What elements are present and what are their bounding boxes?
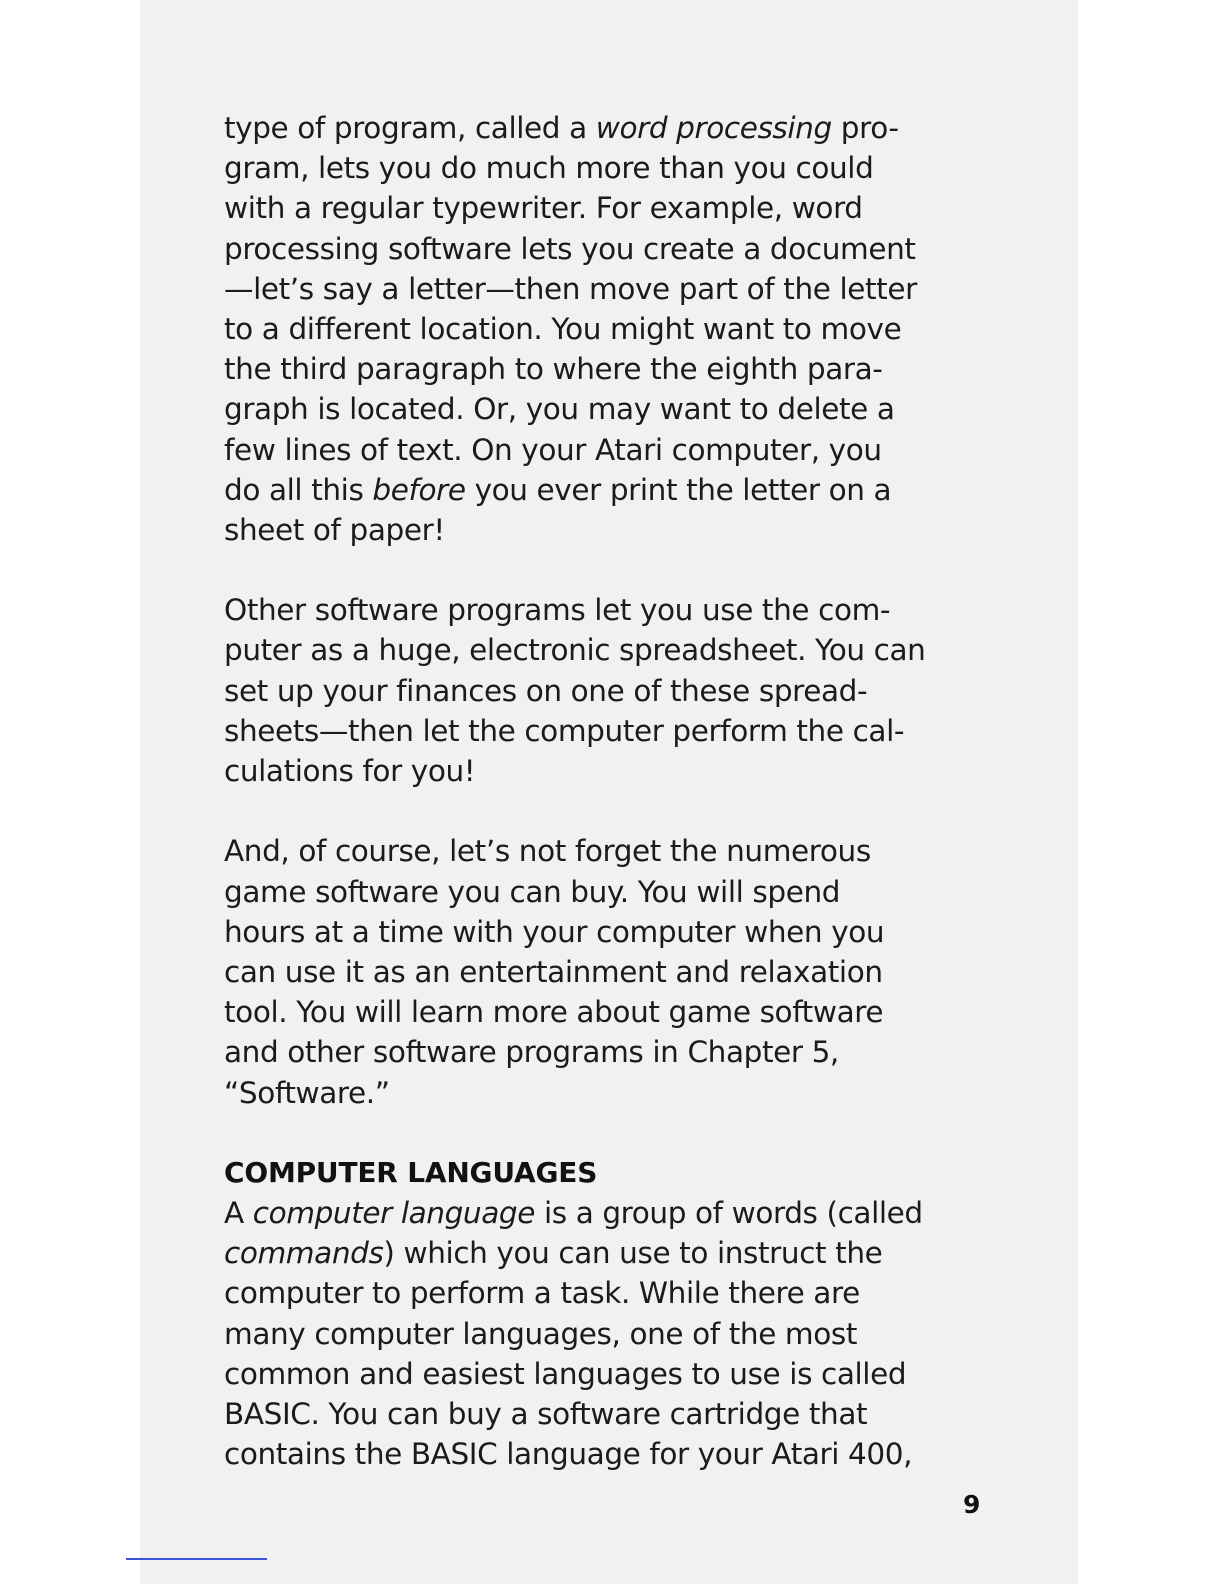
body-text: [224, 108, 984, 1474]
text-run: And, of course, let’s not forget the numerous: [224, 834, 871, 869]
text-line: [224, 1354, 984, 1394]
text-run: pro-: [831, 111, 899, 145]
section-computer-languages: [224, 1153, 984, 1475]
text-run: A: [224, 1196, 253, 1231]
text-line: [224, 510, 984, 550]
italic-term: word processing: [595, 111, 832, 145]
text-run: game software you can buy. You will spend: [224, 874, 841, 909]
text-line: [224, 349, 984, 389]
text-run: —let’s say a letter—then move part of the letter: [224, 271, 917, 306]
text-run: to a different location. You might want to move: [224, 311, 902, 346]
text-line: [224, 1273, 984, 1313]
section-heading: COMPUTER LANGUAGES: [224, 1155, 598, 1189]
text-line: [224, 269, 984, 309]
text-run: with a regular typewriter. For example, word: [224, 191, 863, 226]
paragraph-spacer: [224, 550, 984, 590]
text-run: many computer languages, one of the most: [224, 1316, 858, 1351]
paragraph: [224, 108, 984, 550]
text-run: processing software lets you create a document: [224, 231, 916, 266]
text-run: gram, lets you do much more than you could: [224, 151, 874, 186]
page-number: 9: [963, 1490, 981, 1519]
text-run: puter as a huge, electronic spreadsheet. You can: [224, 633, 926, 668]
text-run: is a group of words (called: [534, 1196, 923, 1231]
text-line: [224, 831, 984, 871]
text-line: [224, 1233, 984, 1273]
paragraph: [224, 590, 984, 791]
italic-term: commands: [224, 1236, 384, 1271]
text-line: [224, 872, 984, 912]
text-line: [224, 711, 984, 751]
text-run: ) which you can use to instruct the: [383, 1236, 883, 1271]
text-line: [224, 430, 984, 470]
text-line: [224, 1314, 984, 1354]
text-run: sheet of paper!: [224, 512, 445, 547]
text-run: contains the BASIC language for your Atari 400,: [224, 1437, 913, 1472]
text-run: do all this: [224, 472, 373, 507]
text-run: set up your finances on one of these spread-: [224, 673, 868, 708]
text-run: sheets—then let the computer perform the cal-: [224, 713, 905, 748]
text-line: [224, 229, 984, 269]
text-line: [224, 952, 984, 992]
text-run: the third paragraph to where the eighth para-: [224, 352, 883, 387]
paragraph-spacer: [224, 1113, 984, 1153]
text-line: [224, 1394, 984, 1434]
text-run: you ever print the letter on a: [465, 472, 892, 507]
text-line: [224, 992, 984, 1032]
text-run: hours at a time with your computer when you: [224, 914, 885, 949]
text-line: [224, 1434, 984, 1474]
text-line: [224, 1032, 984, 1072]
text-line: [224, 671, 984, 711]
text-line: [224, 470, 984, 510]
text-line: [224, 188, 984, 228]
text-line: [224, 148, 984, 188]
text-run: common and easiest languages to use is called: [224, 1356, 907, 1391]
text-run: Other software programs let you use the com-: [224, 593, 891, 628]
text-run: and other software programs in Chapter 5,: [224, 1035, 839, 1070]
text-line: [224, 389, 984, 429]
text-line: [224, 751, 984, 791]
text-line: [224, 108, 984, 148]
text-run: culations for you!: [224, 754, 476, 788]
text-run: few lines of text. On your Atari computer, you: [224, 432, 882, 467]
text-run: computer to perform a task. While there are: [224, 1276, 860, 1311]
text-run: type of program, called a: [224, 111, 596, 145]
text-run: graph is located. Or, you may want to delete a: [224, 392, 895, 427]
text-line: [224, 1073, 984, 1113]
paragraph-spacer: [224, 791, 984, 831]
text-line: [224, 309, 984, 349]
paragraph: [224, 831, 984, 1112]
text-run: can use it as an entertainment and relaxation: [224, 954, 883, 989]
bottom-rule-line: [126, 1558, 267, 1560]
text-run: tool. You will learn more about game software: [224, 995, 884, 1030]
italic-term: computer language: [252, 1196, 535, 1231]
text-run: “Software.”: [224, 1075, 390, 1110]
text-line: [224, 1193, 984, 1233]
text-line: [224, 912, 984, 952]
text-line: [224, 630, 984, 670]
text-run: BASIC. You can buy a software cartridge that: [224, 1397, 868, 1431]
text-line: [224, 590, 984, 630]
italic-term: before: [372, 472, 466, 507]
